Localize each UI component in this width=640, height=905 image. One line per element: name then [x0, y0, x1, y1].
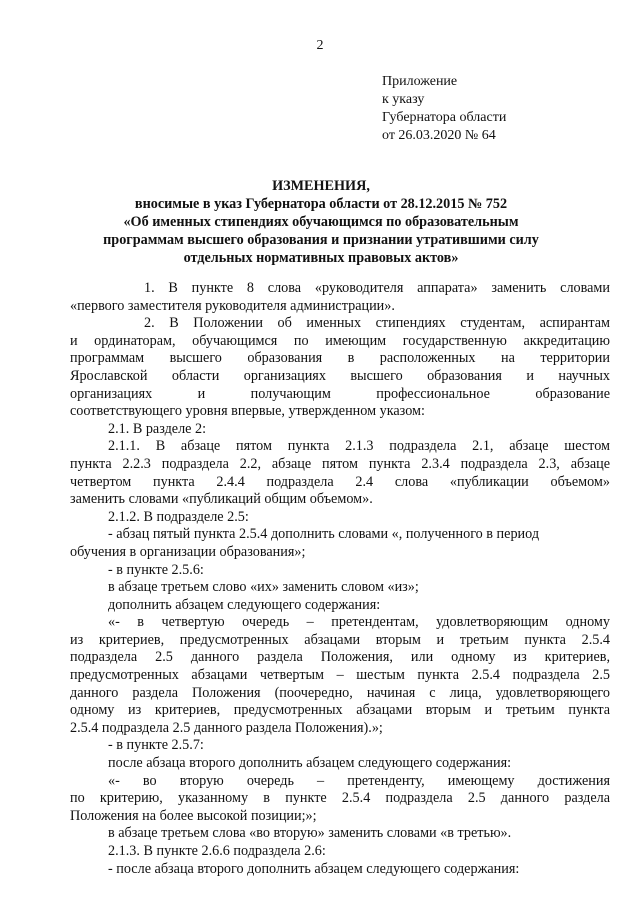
body-line: 2.1.1. В абзаце пятом пункта 2.1.3 подраздела 2.1, абзаце шестом	[108, 438, 610, 455]
body-line: 2.1.3. В пункте 2.6.6 подраздела 2.6:	[108, 843, 326, 859]
body-line: подраздела 2.5 данного раздела Положения, или одному из критериев,	[70, 649, 610, 666]
body-line: из критериев, предусмотренных абзацами вторым и третьим пункта 2.5.4	[70, 631, 610, 648]
body-line: пункта 2.2.3 подраздела 2.2, абзаце пятом пункта 2.3.4 подраздела 2.3, абзаце	[70, 455, 610, 472]
title-line: программам высшего образования и признании утратившими силу	[103, 232, 539, 248]
body-line: четвертом пункта 2.4.4 подраздела 2.4 слова «публикации объемом»	[70, 473, 610, 490]
body-line: программам высшего образования в расположенных на территории	[70, 350, 610, 367]
body-line: «- в четвертую очередь – претендентам, удовлетворяющим одному	[108, 614, 610, 631]
body-line: предусмотренных абзацами четвертым – шестым пункта 2.5.4 подраздела 2.5	[70, 667, 610, 684]
body-line: 2. В Положении об именных стипендиях студентам, аспирантам	[144, 315, 610, 332]
body-line: соответствующего уровня впервые, утвержденном указом:	[70, 403, 425, 420]
body-line: данного раздела Положения (поочередно, начиная с лица, удовлетворяющего	[70, 684, 610, 701]
body-line: одному из критериев, предусмотренных абзацами вторым и третьим пункта	[70, 702, 610, 719]
appendix-line: Губернатора области	[382, 110, 507, 125]
document-title	[90, 177, 552, 267]
appendix-line: от 26.03.2020 № 64	[382, 128, 496, 143]
body-line: - в пункте 2.5.6:	[108, 561, 204, 578]
title-line: ИЗМЕНЕНИЯ,	[272, 178, 370, 194]
body-line: - после абзаца второго дополнить абзацем следующего содержания:	[108, 860, 520, 877]
body-line: по критерию, указанному в пункте 2.5.4 подраздела 2.5 данного раздела	[70, 790, 610, 807]
body-line: 1. В пункте 8 слова «руководителя аппарата» заменить словами	[144, 280, 610, 296]
appendix-block	[382, 73, 506, 145]
body-line: - абзац пятый пункта 2.5.4 дополнить словами «, полученного в период	[108, 526, 540, 543]
title-line: отдельных нормативных правовых актов»	[183, 250, 459, 266]
body-line: 2.1.2. В подразделе 2.5:	[108, 508, 249, 525]
body-line: - в пункте 2.5.7:	[108, 737, 204, 754]
body-line: в абзаце третьем слова «во вторую» заменить словами «в третью».	[108, 825, 512, 842]
body-line: 2.5.4 подраздела 2.5 данного раздела Положения).»;	[70, 719, 383, 736]
body-line: обучения в организации образования»;	[70, 543, 306, 560]
body-line: заменить словами «публикаций общим объемом».	[70, 491, 373, 508]
body-line: «первого заместителя руководителя администрации».	[70, 297, 395, 314]
body-line: 2.1. В разделе 2:	[108, 420, 207, 437]
title-line: «Об именных стипендиях обучающимся по образовательным	[123, 214, 519, 230]
body-line: организациях и получающим профессиональное образование	[70, 385, 610, 402]
appendix-line: Приложение	[382, 74, 458, 89]
body-line: после абзаца второго дополнить абзацем следующего содержания:	[108, 755, 512, 772]
body-line: дополнить абзацем следующего содержания:	[108, 596, 381, 613]
body-line: в абзаце третьем слово «их» заменить словом «из»;	[108, 579, 419, 596]
body-line: Положения на более высокой позиции;»;	[70, 807, 317, 824]
appendix-line: к указу	[382, 92, 425, 107]
body-line: «- во вторую очередь – претенденту, имеющему достижения	[108, 772, 610, 789]
body-line: Ярославской области организациях высшего образования и научных	[70, 367, 610, 384]
document-body	[70, 280, 610, 878]
page-number: 2	[316, 38, 324, 53]
title-line: вносимые в указ Губернатора области от 28.12.2015 № 752	[134, 196, 508, 212]
body-line: и ординаторам, обучающимся по имеющим государственную аккредитацию	[70, 332, 610, 349]
